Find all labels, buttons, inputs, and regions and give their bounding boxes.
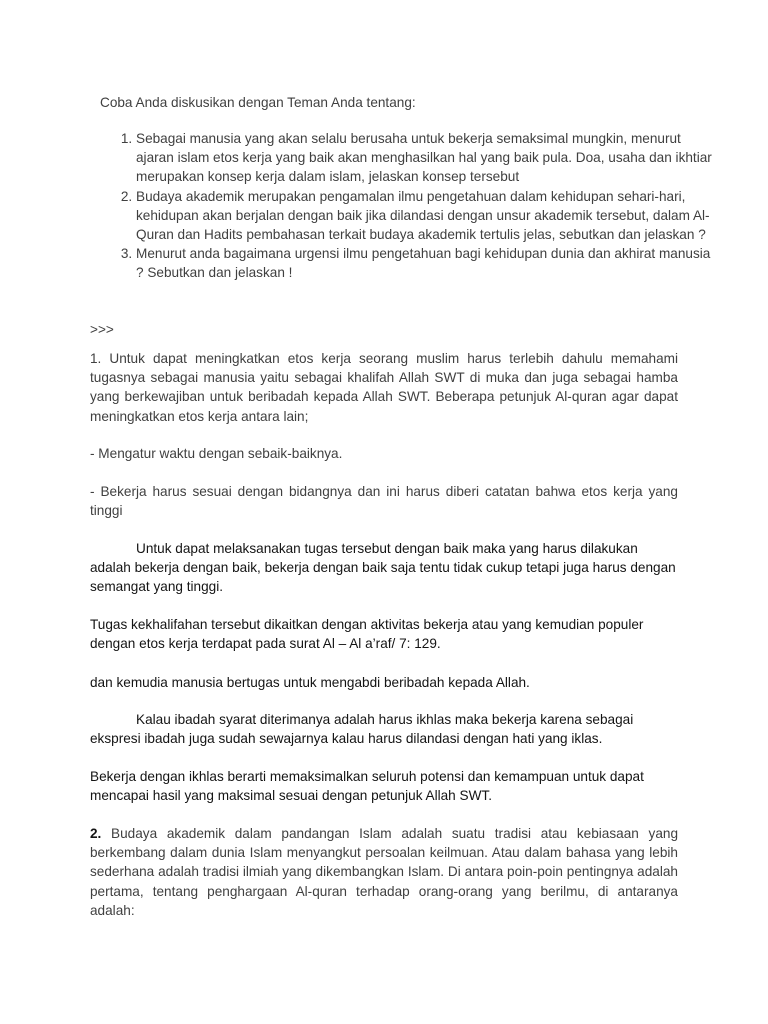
answer-1-bullet-1: - Mengatur waktu dengan sebaik-baiknya. [90, 446, 343, 461]
answer-2-paragraph [90, 824, 678, 920]
answer-2-text: Budaya akademik dalam pandangan Islam adalah suatu tradisi atau kebiasaan yang berkembang dalam dunia Islam menyangkut persoalan keilmuan. Atau dalam bahasa yang lebih sederhana adalah tradisi ilmiah yang dikembangkan Islam. Di antara poin-poin pentingnya adalah pertama, tentang penghargaan Al-quran terhadap orang-orang yang berilmu, di antaranya adalah: [90, 826, 679, 918]
question-list [90, 129, 720, 283]
intro-text: Coba Anda diskusikan dengan Teman Anda tentang: [100, 95, 416, 110]
separator: >>> [90, 322, 114, 337]
answer-1-para-4: dan kemudia manusia bertugas untuk mengabdi beribadah kepada Allah. [90, 675, 530, 690]
answer-1-para-2: Untuk dapat melaksanakan tugas tersebut dengan baik maka yang harus dilakukan adalah bekerja dengan baik, bekerja dengan baik saja tentu tidak cukup tetapi juga harus dengan semangat yang tinggi. [90, 541, 676, 595]
question-item-2: 2. Budaya akademik merupakan pengamalan ilmu pengetahuan dalam kehidupan sehari-hari, kehidupan akan berjalan dengan baik jika dilandasi dengan unsur akademik tersebut, dalam Al-Quran dan Hadits pembahasan terkait budaya akademik tertulis jelas, sebutkan dan jelaskan ? [136, 187, 720, 245]
question-item-1: 1. Sebagai manusia yang akan selalu berusaha untuk bekerja semaksimal mungkin, menurut ajaran islam etos kerja yang baik akan menghasilkan hal yang baik pula. Doa, usaha dan ikhtiar merupakan konsep kerja dalam islam, jelaskan konsep tersebut [136, 129, 720, 187]
answer-2-number: 2. [90, 826, 102, 841]
answer-1-para-6: Bekerja dengan ikhlas berarti memaksimalkan seluruh potensi dan kemampuan untuk dapat mencapai hasil yang maksimal sesuai dengan petunjuk Allah SWT. [90, 769, 644, 804]
answer-1-para-3: Tugas kekhalifahan tersebut dikaitkan dengan aktivitas bekerja atau yang kemudian populer dengan etos kerja terdapat pada surat Al – Al a’raf/ 7: 129. [90, 617, 644, 652]
answer-1-bullet-2: - Bekerja harus sesuai dengan bidangnya dan ini harus diberi catatan bahwa etos kerja yang tinggi [90, 484, 678, 519]
answer-1-para-5: Kalau ibadah syarat diterimanya adalah harus ikhlas maka bekerja karena sebagai ekspresi ibadah juga sudah sewajarnya kalau harus dilandasi dengan hati yang iklas. [90, 712, 634, 747]
answer-1-paragraph: 1. Untuk dapat meningkatkan etos kerja seorang muslim harus terlebih dahulu memahami tugasnya sebagai manusia yaitu sebagai khalifah Allah SWT di muka dan juga sebagai hamba yang berkewajiban untuk beribadah kepada Allah SWT. Beberapa petunjuk Al-quran agar dapat meningkatkan etos kerja antara lain; [90, 351, 678, 424]
question-item-3: 3. Menurut anda bagaimana urgensi ilmu pengetahuan bagi kehidupan dunia dan akhirat manusia ? Sebutkan dan jelaskan ! [136, 244, 720, 282]
